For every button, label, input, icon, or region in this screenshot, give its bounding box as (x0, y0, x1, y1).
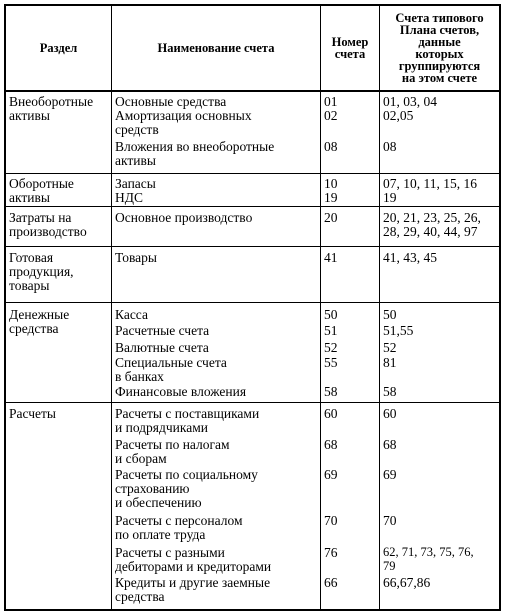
account-number: 76 (324, 545, 338, 560)
account-name: НДС (115, 190, 143, 205)
grouped-accounts: 81 (383, 355, 397, 370)
account-name: Амортизация основных (115, 108, 252, 123)
header-grouped-line: Счета типового (395, 11, 484, 25)
header-grouped-line: Плана счетов, (399, 23, 480, 37)
account-name: в банках (115, 369, 164, 384)
column-divider (111, 6, 112, 609)
account-number: 51 (324, 323, 338, 338)
account-number: 70 (324, 513, 338, 528)
account-number: 69 (324, 467, 338, 482)
header-grouped-line: на этом счете (401, 71, 478, 85)
section-name: Денежные (9, 307, 70, 322)
account-name: Валютные счета (115, 340, 209, 355)
account-name: дебиторами и кредиторами (115, 559, 272, 574)
account-number: 10 (324, 176, 338, 191)
header-account-name (112, 6, 320, 90)
account-number: 52 (324, 340, 338, 355)
section-name: средства (9, 321, 59, 336)
account-name: по оплате труда (115, 527, 206, 542)
account-name: Основное производство (115, 210, 253, 225)
account-number: 41 (324, 250, 338, 265)
accounts-table (4, 4, 501, 611)
header-divider (6, 90, 499, 92)
grouped-accounts: 69 (383, 467, 397, 482)
account-name: активы (115, 153, 156, 168)
account-name: Расчетные счета (115, 323, 210, 338)
account-name: Товары (115, 250, 157, 265)
account-number: 58 (324, 384, 338, 399)
account-number: 55 (324, 355, 338, 370)
account-number: 02 (324, 108, 338, 123)
header-account-number-line: счета (334, 47, 366, 61)
grouped-accounts: 50 (383, 307, 397, 322)
section-name: Внеоборотные (9, 94, 94, 109)
account-number: 68 (324, 437, 338, 452)
grouped-accounts: 19 (383, 190, 397, 205)
account-name: Основные средства (115, 94, 227, 109)
section-divider (6, 173, 499, 174)
grouped-accounts: 41, 43, 45 (383, 250, 437, 265)
section-name: Затраты на (9, 210, 72, 225)
header-account-number-line: Номер (331, 35, 369, 49)
grouped-accounts: 07, 10, 11, 15, 16 (383, 176, 477, 191)
account-name: Расчеты по социальному (115, 467, 258, 482)
header-grouped-accounts (380, 6, 499, 90)
section-divider (6, 246, 499, 247)
account-name: Финансовые вложения (115, 384, 247, 399)
account-name: Касса (115, 307, 148, 322)
account-name: Запасы (115, 176, 156, 191)
grouped-accounts: 02,05 (383, 108, 414, 123)
grouped-accounts: 20, 21, 23, 25, 26, (383, 210, 481, 225)
account-number: 19 (324, 190, 338, 205)
account-name: Расчеты с персоналом (115, 513, 243, 528)
account-number: 08 (324, 139, 338, 154)
section-name: товары (9, 278, 50, 293)
header-grouped-line: группируются (398, 59, 481, 73)
section-divider (6, 402, 499, 403)
account-name: Вложения во внеоборотные (115, 139, 275, 154)
account-name: средства (115, 589, 165, 604)
section-name: продукция, (9, 264, 74, 279)
account-name: Кредиты и другие заемные (115, 575, 271, 590)
grouped-accounts: 08 (383, 139, 397, 154)
account-number: 60 (324, 406, 338, 421)
grouped-accounts: 60 (383, 406, 397, 421)
section-name: Готовая (9, 250, 54, 265)
column-divider (320, 6, 321, 609)
account-number: 01 (324, 94, 338, 109)
account-number: 66 (324, 575, 338, 590)
account-name: и сборам (115, 451, 167, 466)
account-name: средств (115, 122, 159, 137)
header-section-label: Раздел (39, 41, 78, 55)
header-grouped-line: данные (418, 35, 461, 49)
section-name: активы (9, 190, 50, 205)
grouped-accounts: 52 (383, 340, 397, 355)
header-section (6, 6, 111, 90)
section-name: производство (9, 224, 87, 239)
section-name: Расчеты (9, 406, 56, 421)
grouped-accounts: 51,55 (383, 323, 414, 338)
grouped-accounts: 66,67,86 (383, 575, 431, 590)
account-name: Расчеты с разными (115, 545, 225, 560)
grouped-accounts: 79 (383, 559, 396, 573)
grouped-accounts: 68 (383, 437, 397, 452)
column-divider (379, 6, 380, 609)
grouped-accounts: 62, 71, 73, 75, 76, (383, 545, 474, 559)
grouped-accounts: 70 (383, 513, 397, 528)
account-name: и подрядчиками (115, 420, 209, 435)
account-number: 20 (324, 210, 338, 225)
header-account-number (321, 6, 379, 90)
header-grouped-line: которых (415, 47, 464, 61)
section-divider (6, 206, 499, 207)
grouped-accounts: 28, 29, 40, 44, 97 (383, 224, 478, 239)
header-account-name-label: Наименование счета (157, 41, 275, 55)
section-name: активы (9, 108, 50, 123)
account-number: 50 (324, 307, 338, 322)
account-name: Специальные счета (115, 355, 227, 370)
account-name: Расчеты с поставщиками (115, 406, 260, 421)
account-name: страхованию (115, 481, 190, 496)
grouped-accounts: 58 (383, 384, 397, 399)
grouped-accounts: 01, 03, 04 (383, 94, 437, 109)
account-name: Расчеты по налогам (115, 437, 230, 452)
account-name: и обеспечению (115, 495, 202, 510)
section-divider (6, 302, 499, 303)
section-name: Оборотные (9, 176, 74, 191)
